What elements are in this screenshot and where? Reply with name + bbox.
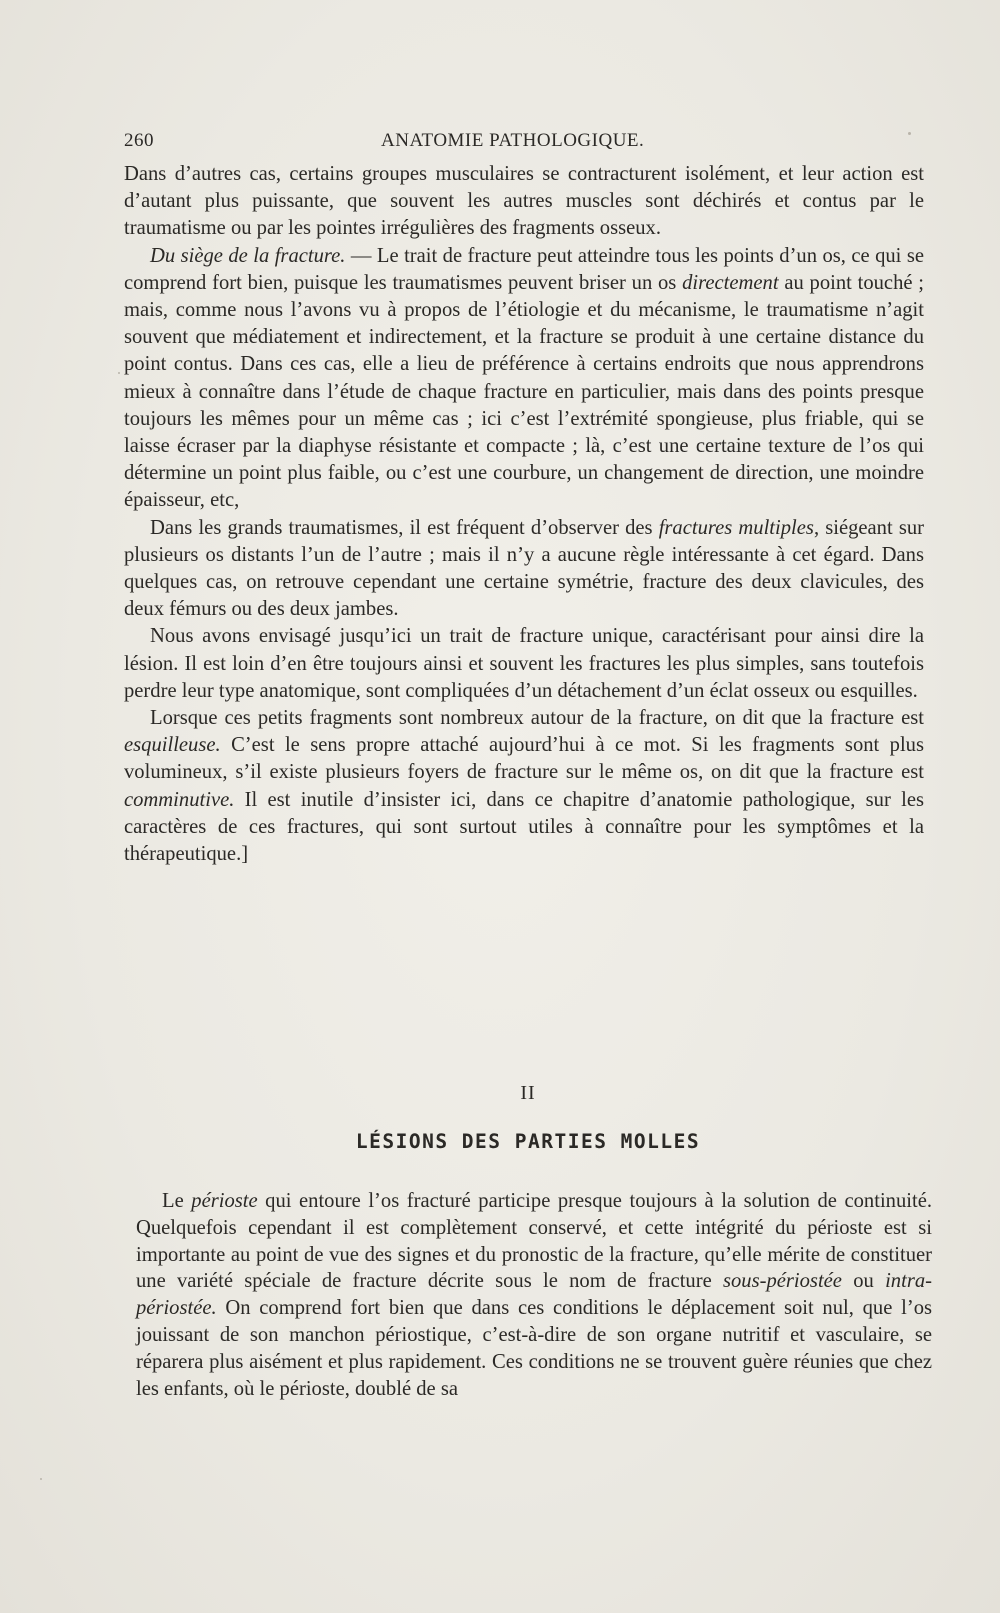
paragraph-muscles: Dans d’autres cas, certains groupes musculaires se contracturent isolément, et leur action est d’autant plus puissante, que souvent les autres muscles sont déchirés et contus par le traumatisme ou par les pointes irrégulières des fragments osseux. <box>124 163 924 240</box>
paragraph-perioste: Le périoste qui entoure l’os fracturé participe presque toujours à la solution de continuité. Quelquefois cependant il est complètement conservé, et cette intégrité du périoste est si importante au point de vue des signes et du pronostic de la fracture, qu’elle mérite de constituer une variété spéciale de fracture décrite sous le nom de fracture sous-périostée ou intra-périostée. On comprend fort bien que dans ces conditions le déplacement soit nul, que l’os jouissant de son manchon périostique, c’est-à-dire de son organe nutritif et vasculaire, se réparera plus aisément et plus rapidement. Ces conditions ne se trouvent guère réunies que chez les enfants, où le périoste, doublé de sa <box>136 1190 932 1400</box>
text-block-perioste <box>136 1188 932 1402</box>
running-title: ANATOMIE PATHOLOGIQUE. <box>381 130 645 151</box>
paper-speck <box>118 372 120 374</box>
paragraph-siege-fracture: Du siège de la fracture. — Le trait de fracture peut atteindre tous les points d’un os, ce qui se comprend fort bien, puisque les traumatismes peuvent briser un os directement au point touché ; mais, comme nous l’avons vu à propos de l’étiologie et du mécanisme, le traumatisme n’agit souvent que médiatement et indirectement, et la fracture se produit à une certaine distance du point contus. Dans ces cas, elle a lieu de préférence à certains endroits que nous apprendrons mieux à connaître dans l’étude de chaque fracture en particulier, mais dans des points presque toujours les mêmes pour un même cas ; ici c’est l’extrémité spongieuse, plus friable, qui se laisse écraser par la diaphyse résistante et compacte ; là, c’est une certaine texture de l’os qui détermine un point plus faible, ou c’est une courbure, un changement de direction, une moindre épaisseur, etc, <box>124 244 924 512</box>
page-number: 260 <box>124 130 154 151</box>
section-title: LÉSIONS DES PARTIES MOLLES <box>355 1130 701 1153</box>
subheading-siege: Du siège de la fracture. <box>150 244 346 267</box>
paper-speck <box>908 132 911 135</box>
running-header <box>124 130 884 158</box>
paper-speck <box>40 1478 42 1480</box>
section-number: II <box>520 1082 536 1104</box>
paragraph-fractures-multiples: Dans les grands traumatismes, il est fréquent d’observer des fractures multiples, siégeant sur plusieurs os distants l’un de l’autre ; mais il n’y a aucune règle intéressante à cet égard. Dans quelques cas, on retrouve cependant une certaine symétrie, fracture des deux clavicules, des deux fémurs ou des deux jambes. <box>124 516 924 621</box>
text-block-fractures <box>124 161 924 868</box>
paragraph-esquilleuse: Lorsque ces petits fragments sont nombreux autour de la fracture, on dit que la fracture est esquilleuse. C’est le sens propre attaché aujourd’hui à ce mot. Si les fragments sont plus volumineux, s’il existe plusieurs foyers de fracture sur le même os, on dit que la fracture est comminutive. Il est inutile d’insister ici, dans ce chapitre d’anatomie pathologique, sur les caractères de ces fractures, qui sont surtout utiles à connaître pour les symptômes et la thérapeutique.] <box>124 707 924 866</box>
paragraph-trait-unique: Nous avons envisagé jusqu’ici un trait de fracture unique, caractérisant pour ainsi dire la lésion. Il est loin d’en être toujours ainsi et souvent les fractures les plus simples, sans toutefois perdre leur type anatomique, sont compliquées d’un détachement d’un éclat osseux ou esquilles. <box>124 625 924 702</box>
